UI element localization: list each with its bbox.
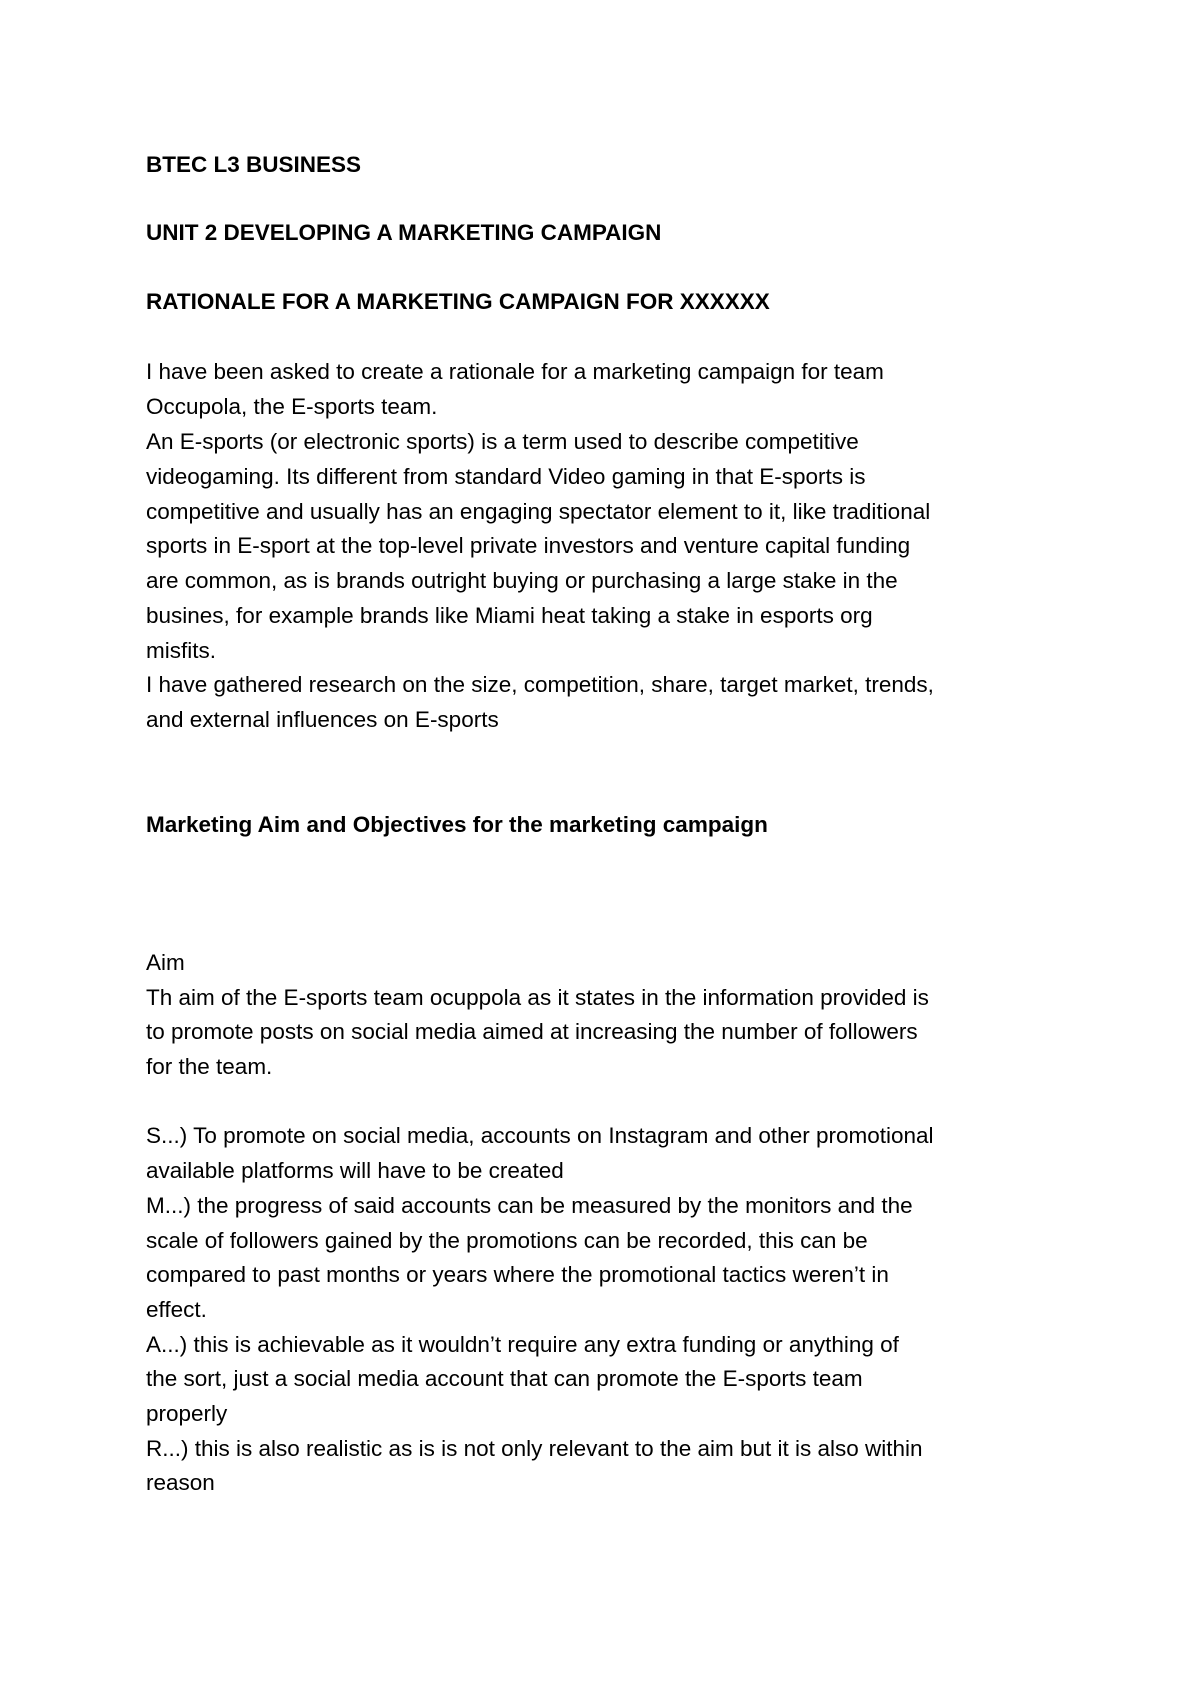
- intro-line: Occupola, the E-sports team.: [146, 394, 438, 419]
- intro-line: busines, for example brands like Miami heat taking a stake in esports org: [146, 603, 873, 628]
- course-heading: BTEC L3 BUSINESS: [146, 152, 362, 177]
- smart-line: reason: [146, 1470, 215, 1495]
- intro-line: and external influences on E-sports: [146, 707, 499, 732]
- intro-line: I have gathered research on the size, competition, share, target market, trends,: [146, 672, 934, 697]
- smart-line: compared to past months or years where the promotional tactics weren’t in: [146, 1262, 889, 1287]
- intro-line: are common, as is brands outright buying or purchasing a large stake in the: [146, 568, 898, 593]
- intro-line: misfits.: [146, 638, 216, 663]
- aim-line: for the team.: [146, 1054, 273, 1079]
- aim-line: Th aim of the E-sports team ocuppola as it states in the information provided is: [146, 985, 929, 1010]
- rationale-heading: RATIONALE FOR A MARKETING CAMPAIGN FOR XXXXXX: [146, 289, 770, 314]
- smart-line: A...) this is achievable as it wouldn’t require any extra funding or anything of: [146, 1332, 899, 1357]
- intro-line: An E-sports (or electronic sports) is a term used to describe competitive: [146, 429, 859, 454]
- smart-line: S...) To promote on social media, accounts on Instagram and other promotional: [146, 1123, 934, 1148]
- intro-line: competitive and usually has an engaging spectator element to it, like traditional: [146, 499, 931, 524]
- aim-label: Aim: [146, 950, 185, 975]
- smart-line: R...) this is also realistic as is is not only relevant to the aim but it is also within: [146, 1436, 923, 1461]
- smart-line: scale of followers gained by the promotions can be recorded, this can be: [146, 1228, 868, 1253]
- intro-line: sports in E-sport at the top-level private investors and venture capital funding: [146, 533, 911, 558]
- smart-line: effect.: [146, 1297, 207, 1322]
- smart-line: the sort, just a social media account that can promote the E-sports team: [146, 1366, 863, 1391]
- smart-line: available platforms will have to be created: [146, 1158, 564, 1183]
- unit-heading: UNIT 2 DEVELOPING A MARKETING CAMPAIGN: [146, 220, 662, 245]
- intro-line: videogaming. Its different from standard Video gaming in that E-sports is: [146, 464, 866, 489]
- intro-line: I have been asked to create a rationale for a marketing campaign for team: [146, 359, 884, 384]
- section-heading: Marketing Aim and Objectives for the marketing campaign: [146, 812, 768, 837]
- smart-line: properly: [146, 1401, 228, 1426]
- aim-line: to promote posts on social media aimed at increasing the number of followers: [146, 1019, 918, 1044]
- smart-line: M...) the progress of said accounts can be measured by the monitors and the: [146, 1193, 913, 1218]
